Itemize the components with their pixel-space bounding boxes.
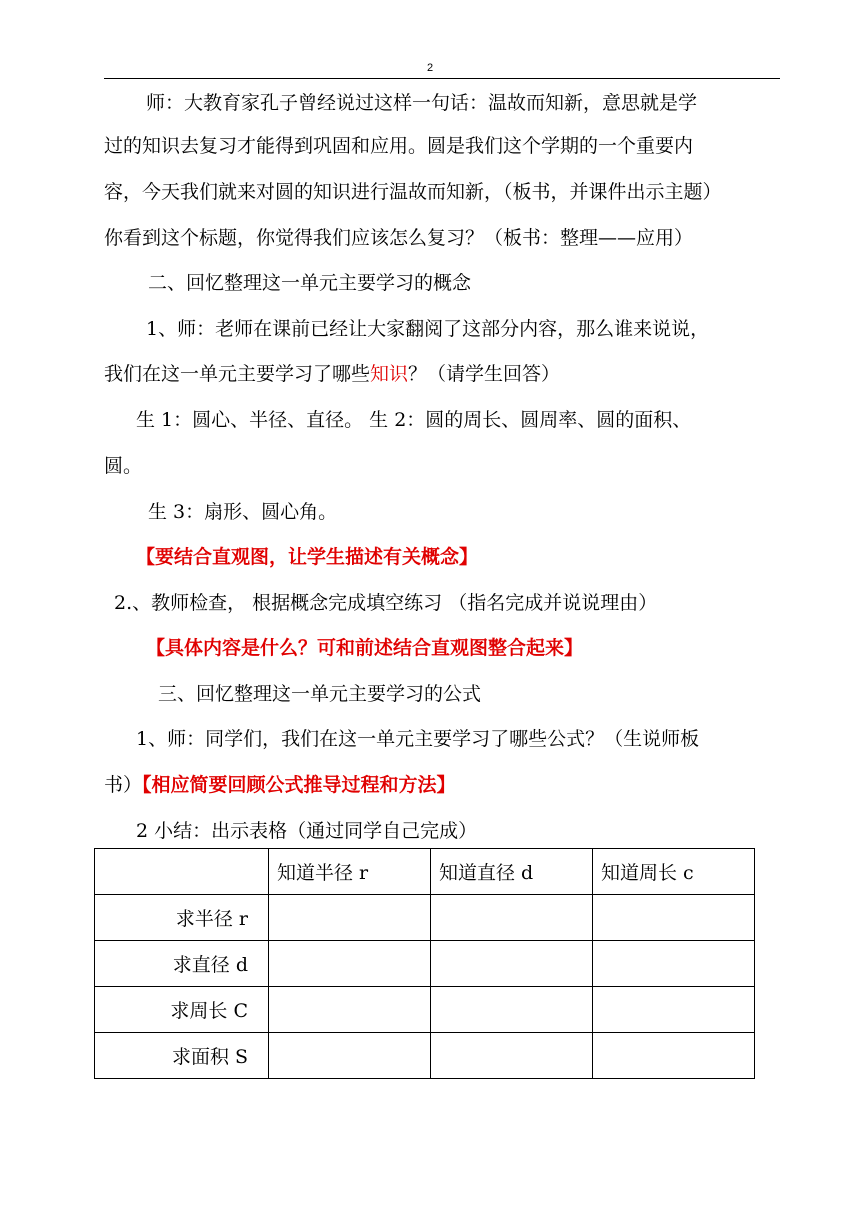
paragraph-line: 2 小结：出示表格（通过同学自己完成）	[136, 820, 478, 842]
table-row	[95, 941, 755, 987]
text-span: ？（请学生回答）	[408, 363, 561, 385]
table-cell	[431, 987, 593, 1033]
paragraph-line	[104, 773, 780, 797]
table-row	[95, 987, 755, 1033]
paragraph-line: 2.、教师检查， 根据概念完成填空练习 （指名完成并说说理由）	[114, 592, 658, 614]
table-column-header: 知道周长 c	[593, 849, 755, 895]
highlight-text: 知识	[370, 363, 409, 385]
table-row-header: 求周长 C	[95, 987, 269, 1033]
table-cell	[431, 895, 593, 941]
teaching-note: 【要结合直观图，让学生描述有关概念】	[136, 546, 479, 568]
page-number: 2	[426, 62, 434, 74]
teaching-note: 【具体内容是什么？可和前述结合直观图整合起来】	[146, 637, 584, 659]
table-cell	[593, 895, 755, 941]
table-cell	[593, 1033, 755, 1079]
table-cell	[431, 1033, 593, 1079]
table-corner-cell	[95, 849, 269, 895]
table-cell	[269, 895, 431, 941]
paragraph-line: 过的知识去复习才能得到巩固和应用。圆是我们这个学期的一个重要内	[104, 135, 694, 157]
table-row-header: 求面积 S	[95, 1033, 269, 1079]
table-row	[95, 1033, 755, 1079]
header-rule	[104, 78, 780, 79]
table-row-header: 求直径 d	[95, 941, 269, 987]
table-cell	[269, 1033, 431, 1079]
paragraph-line: 生 3：扇形、圆心角。	[148, 501, 338, 523]
paragraph-line: 师：大教育家孔子曾经说过这样一句话：温故而知新，意思就是学	[146, 92, 698, 114]
table-row-header: 求半径 r	[95, 895, 269, 941]
table-cell	[431, 941, 593, 987]
paragraph-line: 容，今天我们就来对圆的知识进行温故而知新，（板书，并课件出示主题）	[104, 181, 722, 203]
paragraph-line: 生 1：圆心、半径、直径。 生 2：圆的周长、圆周率、圆的面积、	[136, 409, 692, 431]
text-span: 书）	[104, 774, 143, 796]
paragraph-line: 1、师：同学们，我们在这一单元主要学习了哪些公式？（生说师板	[136, 728, 700, 750]
section-heading: 三、回忆整理这一单元主要学习的公式	[158, 683, 482, 705]
paragraph-line	[104, 362, 780, 386]
paragraph-line: 1、师：老师在课前已经让大家翻阅了这部分内容，那么谁来说说，	[146, 318, 710, 340]
paragraph-line: 你看到这个标题，你觉得我们应该怎么复习？（板书：整理——应用）	[104, 227, 694, 249]
table-cell	[269, 941, 431, 987]
text-span: 我们在这一单元主要学习了哪些	[104, 363, 371, 385]
teaching-note: 【相应简要回顾公式推导过程和方法】	[142, 774, 456, 796]
table-column-header: 知道半径 r	[269, 849, 431, 895]
paragraph-line: 圆。	[104, 455, 143, 477]
table-cell	[593, 941, 755, 987]
table-row	[95, 895, 755, 941]
formula-summary-table	[94, 848, 755, 1079]
table-column-header: 知道直径 d	[431, 849, 593, 895]
section-heading: 二、回忆整理这一单元主要学习的概念	[148, 272, 472, 294]
table-cell	[593, 987, 755, 1033]
table-header-row	[95, 849, 755, 895]
table-cell	[269, 987, 431, 1033]
